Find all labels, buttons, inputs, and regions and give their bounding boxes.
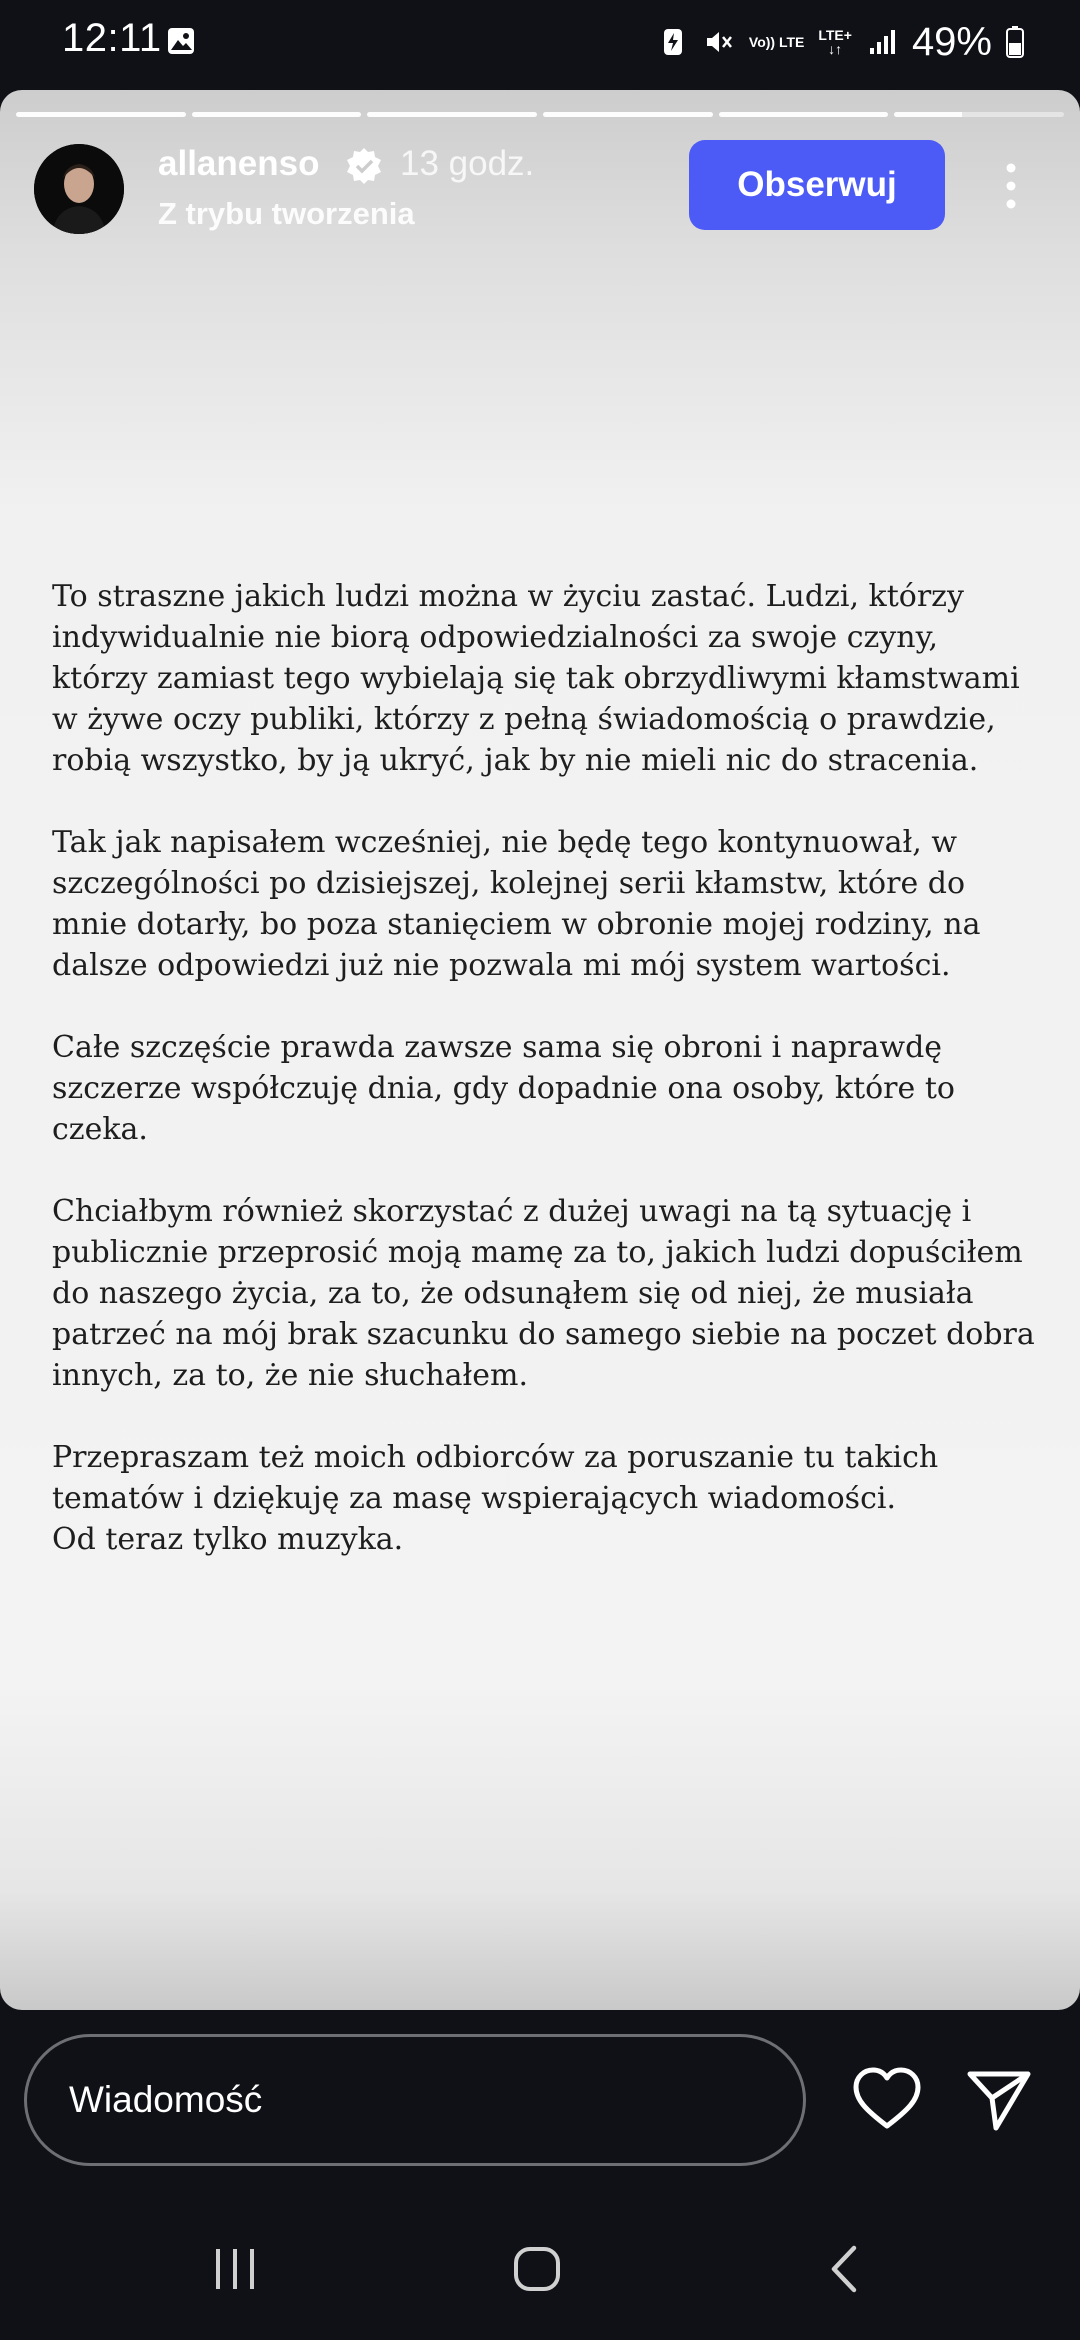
story-time-ago: 13 godz. xyxy=(400,144,535,183)
story-viewer[interactable] xyxy=(0,90,1080,2010)
verified-badge-icon xyxy=(344,146,384,186)
more-options-icon[interactable] xyxy=(996,158,1026,214)
progress-segment xyxy=(192,112,362,117)
heart-icon[interactable] xyxy=(852,2066,922,2132)
story-paragraph: Od teraz tylko muzyka. xyxy=(52,1522,404,1557)
story-paragraph: Przepraszam też moich odbiorców za poruszanie tu takich tematów i dziękuję za masę wspierających wiadomości. xyxy=(52,1440,939,1516)
recent-apps-icon[interactable] xyxy=(210,2246,260,2292)
story-paragraph: To straszne jakich ludzi można w życiu zastać. Ludzi, którzy indywidualnie nie biorą odpowiedzialności za swoje czyny, którzy zamiast tego wybielają się tak obrzydliwymi kłamstwami w żywe oczy publiki, którzy z pełną świadomością o prawdzie, robią wszystko, by ją ukryć, jak by nie mieli nic do stracenia. xyxy=(52,579,1020,778)
story-paragraph: Tak jak napisałem wcześniej, nie będę tego kontynuował, w szczególności po dzisiejszej, kolejnej serii kłamstw, które do mnie dotarły, bo poza stanięciem w obronie mojej rodziny, na dalsze odpowiedzi już nie pozwala mi mój system wartości. xyxy=(52,825,981,983)
signal-icon xyxy=(866,26,898,58)
volte-label: Vo)) LTE xyxy=(748,34,805,50)
story-progress xyxy=(16,112,1064,117)
lte-label: LTE+ xyxy=(818,27,852,43)
story-text xyxy=(52,576,1042,1601)
battery-percent: 49% xyxy=(911,19,992,64)
volte-indicator xyxy=(749,35,804,49)
follow-button[interactable]: Obserwuj xyxy=(689,140,945,230)
battery-icon xyxy=(1006,26,1024,58)
progress-segment xyxy=(719,112,889,117)
data-arrows-icon: ↓↑ xyxy=(828,41,843,57)
progress-segment xyxy=(16,112,186,117)
status-time: 12:11 xyxy=(62,16,162,60)
progress-segment xyxy=(543,112,713,117)
story-subtitle: Z trybu tworzenia xyxy=(158,196,415,231)
lte-indicator xyxy=(818,28,852,56)
send-icon[interactable] xyxy=(966,2066,1032,2132)
story-paragraph: Całe szczęście prawda zawsze sama się obroni i naprawdę szczerze współczuję dnia, gdy dopadnie ona osoby, które to czeka. xyxy=(52,1030,955,1147)
message-input[interactable] xyxy=(24,2034,806,2166)
avatar[interactable] xyxy=(34,144,124,234)
battery-saver-icon xyxy=(657,26,689,58)
status-bar xyxy=(0,0,1080,84)
story-paragraph: Chciałbym również skorzystać z dużej uwagi na tą sytuację i publicznie przeprosić moją mamę za to, jakich ludzi dopuściłem do naszego życia, za to, że odsunąłem się od niej, że musiała patrzeć na mój brak szacunku do samego siebie na poczet dobra innych, za to, że nie słuchałem. xyxy=(52,1194,1035,1393)
progress-segment xyxy=(367,112,537,117)
message-placeholder: Wiadomość xyxy=(69,2079,263,2120)
mute-icon xyxy=(703,26,735,58)
gallery-notification-icon xyxy=(166,26,196,56)
progress-segment-current xyxy=(894,112,1064,117)
status-icons xyxy=(657,14,1024,70)
story-username[interactable]: allanenso xyxy=(158,144,320,183)
back-icon[interactable] xyxy=(826,2244,860,2294)
home-icon[interactable] xyxy=(512,2246,562,2292)
